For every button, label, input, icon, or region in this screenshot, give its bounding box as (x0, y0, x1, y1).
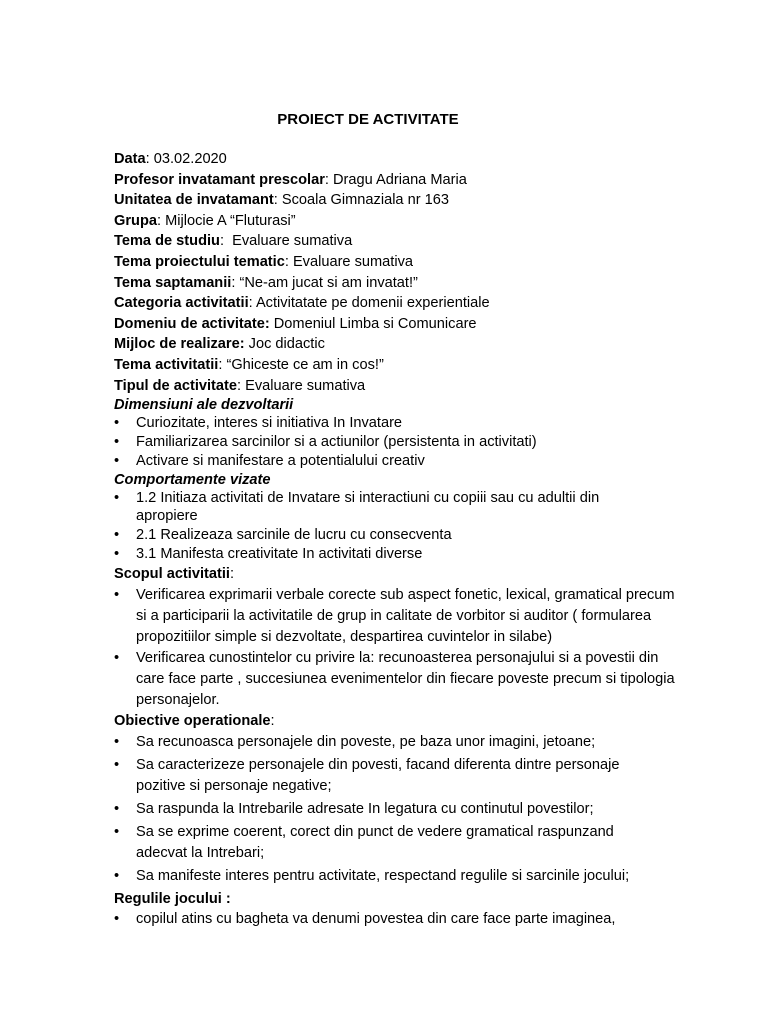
field-label: Grupa (114, 212, 157, 229)
text-line: Verificarea exprimarii verbale corecte sub aspect fonetic, lexical, gramatical precum (136, 586, 675, 603)
section-dimensiuni (114, 396, 704, 470)
scopul-list (114, 585, 704, 711)
bullet-icon: • (114, 586, 120, 603)
field-label: Unitatea de invatamant (114, 192, 274, 209)
obiectiv-item-text (136, 822, 704, 864)
scop-item-text (136, 648, 704, 711)
text-line: Sa se exprime coerent, corect din punct de vedere gramatical raspunzand (136, 823, 614, 840)
field-separator: : (324, 171, 333, 188)
field-separator: : (273, 192, 282, 209)
document-title: PROIECT DE ACTIVITATE (277, 111, 459, 128)
dimensiune-item-text: Familiarizarea sarcinilor si a actiunilor (persistenta in activitati) (136, 433, 537, 450)
info-fields (114, 149, 704, 396)
bullet-icon: • (114, 433, 120, 450)
scop-item (114, 648, 704, 711)
reguli-heading: Regulile jocului : (114, 890, 231, 907)
info-field-row (114, 355, 704, 376)
dimensiune-item-text: Activare si manifestare a potentialului creativ (136, 452, 425, 469)
field-label: Tema de studiu (114, 233, 220, 250)
bullet-icon: • (114, 867, 120, 884)
field-value: Evaluare sumativa (245, 377, 366, 394)
text-line: propozitiilor simple si dezvoltate, despartirea cuvintelor in silabe) (136, 628, 553, 645)
text-line: si a participarii la activitatile de grup in calitate de vorbitor si auditor ( formularea (136, 607, 652, 624)
obiective-colon: : (270, 712, 275, 729)
comportament-item-text (136, 489, 704, 527)
obiectiv-item (114, 799, 704, 820)
dimensiune-item (114, 433, 704, 452)
dimensiune-item (114, 414, 704, 433)
dimensiuni-list (114, 414, 704, 470)
bullet-icon: • (114, 756, 120, 773)
field-label: Categoria activitatii (114, 295, 249, 312)
comportamente-heading: Comportamente vizate (114, 471, 271, 488)
obiectiv-item (114, 755, 704, 797)
field-value: Activitatate pe domenii experientiale (255, 295, 490, 312)
text-line: 3.1 Manifesta creativitate In activitati diverse (136, 545, 423, 562)
dimensiune-item (114, 452, 704, 471)
obiectiv-item-text (136, 755, 704, 797)
field-value: Dragu Adriana Maria (333, 171, 467, 188)
info-field-row (114, 314, 704, 335)
comportament-item (114, 526, 704, 545)
bullet-icon: • (114, 415, 120, 432)
field-separator: : (156, 212, 166, 229)
comportament-item (114, 489, 704, 527)
field-separator: : (219, 233, 233, 250)
bullet-icon: • (114, 733, 120, 750)
text-line: Verificarea cunostintelor cu privire la: recunoasterea personajului si a povestii din (136, 649, 659, 666)
text-line: 1.2 Initiaza activitati de Invatare si interactiuni cu copiii sau cu adultii din (136, 489, 600, 506)
section-comportamente (114, 471, 704, 564)
field-value: “Ghiceste ce am in cos!” (226, 356, 384, 373)
comportament-item (114, 545, 704, 564)
obiectiv-item (114, 822, 704, 864)
comportament-item-text (136, 526, 704, 545)
dimensiuni-heading: Dimensiuni ale dezvoltarii (114, 397, 294, 414)
bullet-icon: • (114, 452, 120, 469)
text-line: care face parte , succesiunea evenimentelor din fiecare poveste precum si tipologia (136, 670, 675, 687)
bullet-icon: • (114, 823, 120, 840)
info-field-row (114, 293, 704, 314)
text-line: 2.1 Realizeaza sarcinile de lucru cu consecventa (136, 527, 452, 544)
regula-item-text: copilul atins cu bagheta va denumi povestea din care face parte imaginea, (136, 910, 616, 927)
comportamente-list (114, 489, 704, 564)
info-field-row (114, 170, 704, 191)
bullet-icon: • (114, 800, 120, 817)
text-line: personajelor. (136, 691, 220, 708)
field-label: Profesor invatamant prescolar (114, 171, 325, 188)
field-label: Domeniu de activitate: (114, 315, 270, 332)
section-reguli (114, 889, 704, 929)
field-value: Domeniul Limba si Comunicare (273, 315, 477, 332)
field-separator: : (237, 377, 246, 394)
obiectiv-item-text (136, 799, 704, 820)
text-line: Sa manifeste interes pentru activitate, respectand regulile si sarcinile jocului; (136, 867, 630, 884)
info-field-row (114, 190, 704, 211)
obiectiv-item-text (136, 866, 704, 887)
info-field-row (114, 231, 704, 252)
field-separator: : (218, 356, 227, 373)
scopul-heading-row (114, 564, 704, 585)
text-line: adecvat la Intrebari; (136, 844, 265, 861)
field-value: Evaluare sumativa (232, 233, 353, 250)
text-line: Sa raspunda la Intrebarile adresate In legatura cu continutul povestilor; (136, 800, 594, 817)
field-value: “Ne-am jucat si am invatat!” (239, 274, 418, 291)
scop-item-text (136, 585, 704, 648)
document-body (114, 149, 704, 929)
text-line: apropiere (136, 508, 198, 525)
info-field-row (114, 273, 704, 294)
bullet-icon: • (114, 649, 120, 666)
text-line: Sa recunoasca personajele din poveste, pe baza unor imagini, jetoane; (136, 733, 596, 750)
field-label: Tema activitatii (114, 356, 219, 373)
scopul-heading: Scopul activitatii (114, 565, 230, 582)
obiectiv-item-text (136, 732, 704, 753)
info-field-row (114, 211, 704, 232)
obiectiv-item (114, 866, 704, 887)
field-separator: : (248, 295, 256, 312)
field-value: Joc didactic (248, 336, 325, 353)
obiective-heading: Obiective operationale (114, 712, 271, 729)
scop-item (114, 585, 704, 648)
text-line: Sa caracterizeze personajele din povesti, facand diferenta dintre personaje (136, 756, 620, 773)
field-value: 03.02.2020 (153, 151, 227, 167)
field-label: Tema proiectului tematic (114, 253, 285, 270)
field-separator: : (145, 151, 154, 167)
text-line: pozitive si personaje negative; (136, 777, 332, 794)
reguli-list (114, 910, 704, 929)
regula-item (114, 910, 704, 929)
obiective-list (114, 732, 704, 887)
section-scopul (114, 564, 704, 711)
bullet-icon: • (114, 545, 120, 562)
field-label: Tipul de activitate (114, 377, 237, 394)
bullet-icon: • (114, 910, 120, 927)
bullet-icon: • (114, 527, 120, 544)
field-label: Data (114, 151, 146, 167)
field-label: Mijloc de realizare: (114, 336, 245, 353)
info-field-row (114, 334, 704, 355)
obiectiv-item (114, 732, 704, 753)
bullet-icon: • (114, 489, 120, 506)
info-field-row (114, 149, 704, 170)
field-separator: : (284, 253, 293, 270)
info-field-row (114, 376, 704, 397)
comportament-item-text (136, 545, 704, 564)
section-obiective (114, 711, 704, 887)
obiective-heading-row (114, 711, 704, 732)
info-field-row (114, 252, 704, 273)
field-value: Evaluare sumativa (292, 253, 414, 270)
field-value: Mijlocie A “Fluturasi” (165, 212, 296, 229)
field-label: Tema saptamanii (114, 274, 232, 291)
scopul-colon: : (229, 565, 235, 582)
dimensiune-item-text: Curiozitate, interes si initiativa In Invatare (136, 415, 403, 432)
field-value: Scoala Gimnaziala nr 163 (281, 192, 449, 209)
field-separator: : (231, 274, 240, 291)
